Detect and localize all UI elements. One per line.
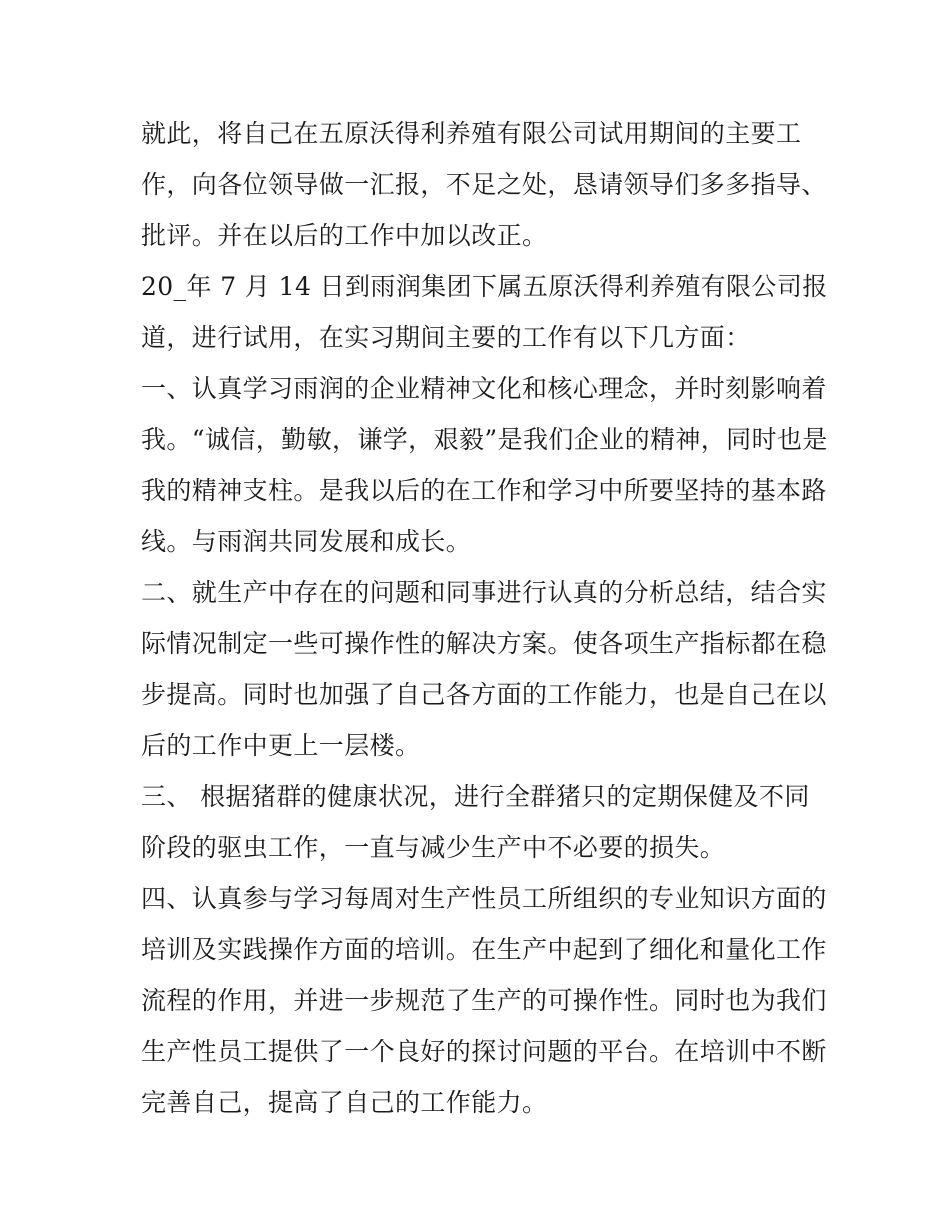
text-line: 流程的作用，并进一步规范了生产的可操作性。同时也为我们 [141, 986, 827, 1015]
text-line: 一、认真学习雨润的企业精神文化和核心理念，并时刻影响着 [141, 374, 827, 403]
text-line: 后的工作中更上一层楼。 [141, 731, 421, 760]
paragraph-report-date [141, 261, 828, 363]
text-line: 作，向各位领导做一汇报，不足之处，恳请领导们多多指导、 [141, 170, 827, 199]
text-line: 我。“诚信，勤敏，谦学，艰毅”是我们企业的精神，同时也是 [141, 425, 828, 454]
paragraph-item-four [141, 873, 827, 1128]
paragraph-item-two [141, 567, 827, 771]
text-line: 际情况制定一些可操作性的解决方案。使各项生产指标都在稳 [141, 629, 827, 658]
text-line: 四、认真参与学习每周对生产性员工所组织的专业知识方面的 [141, 884, 827, 913]
paragraph-intro [141, 108, 827, 261]
text-line: 培训及实践操作方面的培训。在生产中起到了细化和量化工作 [141, 935, 827, 964]
document-body [141, 108, 828, 1128]
text-line: 步提高。同时也加强了自己各方面的工作能力，也是自己在以 [141, 680, 827, 709]
text-line: 完善自己，提高了自己的工作能力。 [141, 1088, 548, 1117]
text-line: 20_年 7 月 14 日到雨润集团下属五原沃得利养殖有限公司报 [141, 272, 828, 301]
text-line: 我的精神支柱。是我以后的在工作和学习中所要坚持的基本路 [141, 476, 827, 505]
text-line: 就此，将自己在五原沃得利养殖有限公司试用期间的主要工 [141, 119, 802, 148]
text-line: 三、 根据猪群的健康状况，进行全群猪只的定期保健及不同 [141, 782, 810, 811]
text-line: 批评。并在以后的工作中加以改正。 [141, 221, 548, 250]
paragraph-item-three [141, 771, 821, 873]
text-line: 生产性员工提供了一个良好的探讨问题的平台。在培训中不断 [141, 1037, 827, 1066]
text-line: 线。与雨润共同发展和成长。 [141, 527, 472, 556]
text-line: 阶段的驱虫工作，一直与减少生产中不必要的损失。 [141, 833, 726, 862]
paragraph-item-one [141, 363, 828, 567]
text-line: 二、就生产中存在的问题和同事进行认真的分析总结，结合实 [141, 578, 827, 607]
text-line: 道，进行试用，在实习期间主要的工作有以下几方面： [141, 323, 751, 352]
